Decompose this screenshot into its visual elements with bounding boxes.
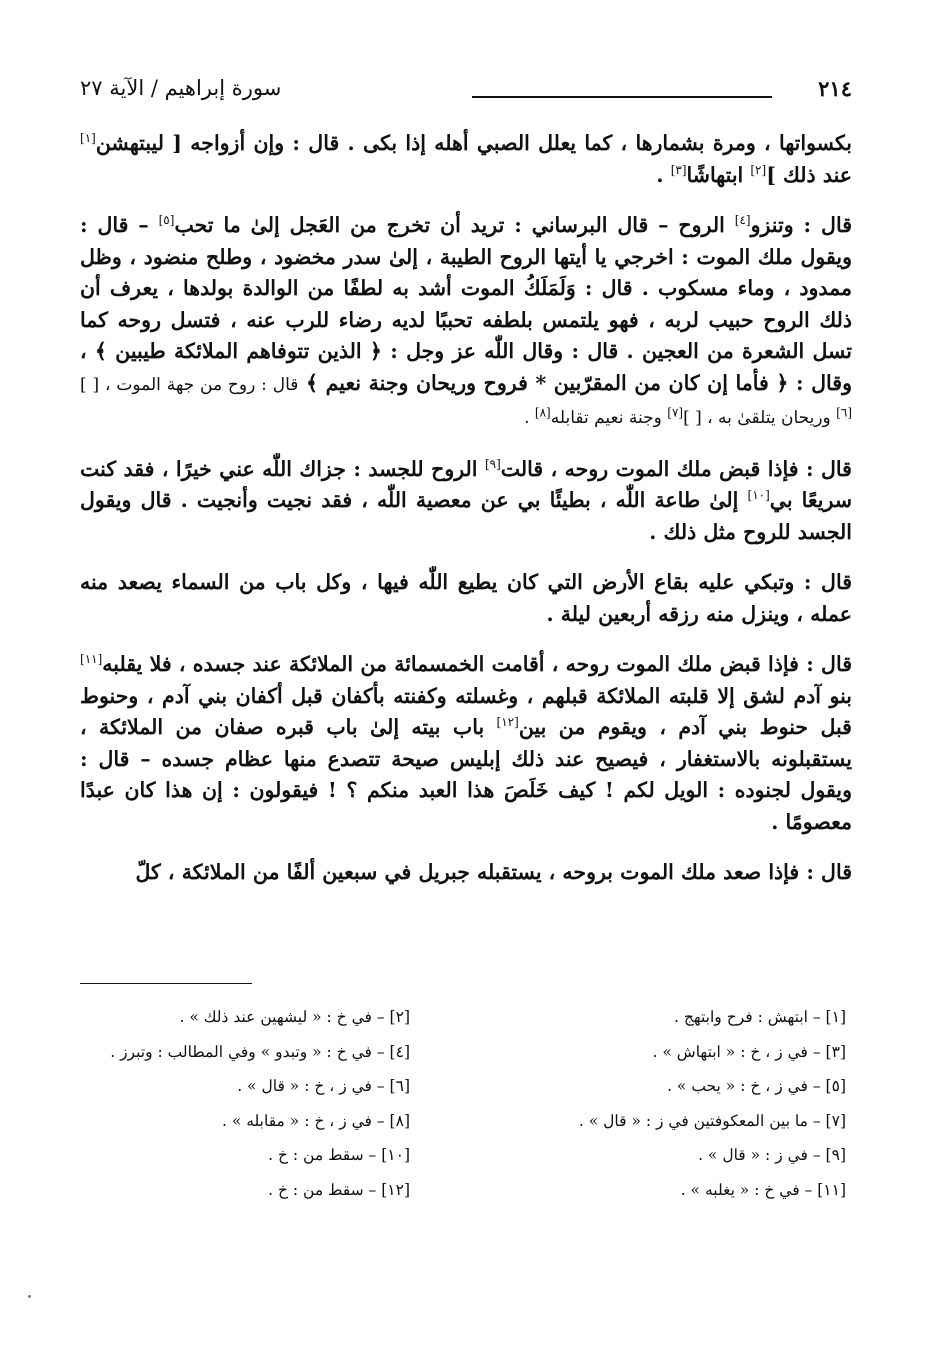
header-rule — [472, 96, 772, 98]
footnote: [٦] – في ز ، خ : « قال » . — [237, 1077, 410, 1095]
footnote: [١٢] – سقط من : خ . — [268, 1180, 410, 1199]
footnote: [٣] – في ز ، خ : « ابتهاش » . — [652, 1042, 846, 1061]
paragraph: بكسواتها ، ومرة بشمارها ، كما يعلل الصبي أهله إذا بكى . قال : وإن أزواجه [ ليبتهشن[١] عند ذلك ][٢] ابتهاشًا[٣] . — [80, 131, 852, 187]
paragraph: قال : فإذا قبض ملك الموت روحه ، قالت[٩] الروح للجسد : جزاك اللّٰه عني خيرًا ، فقد كنت سريعًا بي[١٠] إلىٰ طاعة اللّٰه ، بطيئًا بي عن معصية اللّٰه ، فقد نجيت وأنجيت . قال ويقول الجسد للروح مثل ذلك . — [80, 456, 853, 544]
paragraph: قال : وتنزو[٤] الروح – قال البرساني : تريد أن تخرج من العَجل إلىٰ ما تحب[٥] – قال : ويقول ملك الموت : اخرجي يا أيتها الروح الطيبة ، إلىٰ سدر مخضود ، وطلح منضود ، وظل ممدود ، وماء مسكوب . قال : وَلَمَلَكُ الموت أشد به لطفًا من الوالدة بولدها ، يعرف أن ذلك الروح حبيب لربه ، فهو يلتمس بلطفه تحببًا لديه رضاء للرب عنه ، فتسل روحه كما تسل الشعرة من العجين . قال : وقال اللّٰه عز وجل : ﴿ الذين تتوفاهم الملائكة طيبين ﴾ ، وقال : ﴿ فأما إن كان من المقرّبين * فروح وريحان وجنة نعيم ﴾ قال : روح من جهة الموت ، [ ][٦] وريحان يتلقىٰ به ، [ ][٧] وجنة نعيم تقابله[٨] . — [80, 213, 852, 428]
footnote: [٢] – في خ : « ليشهين عند ذلك » . — [179, 1008, 410, 1026]
running-title: سورة إبراهيم / الآية ٢٧ — [80, 76, 282, 100]
footnote: [١١] – في خ : « يغلبه » . — [680, 1180, 846, 1199]
footnote: [٧] – ما بين المعكوفتين في ز : « قال » . — [578, 1111, 846, 1130]
footnote: [٥] – في ز ، خ : « يحب » . — [667, 1077, 846, 1095]
main-text — [80, 128, 852, 908]
scan-speck — [28, 1295, 31, 1298]
footnotes — [80, 1008, 852, 1215]
footnote: [٨] – في ز ، خ : « مقابله » . — [221, 1111, 410, 1130]
footnote: [١] – ابتهش : فرح وابتهج . — [673, 1008, 846, 1026]
footnote: [١٠] – سقط من : خ . — [268, 1146, 410, 1164]
footnote: [٩] – في ز : « قال » . — [698, 1146, 846, 1164]
page-header — [80, 70, 852, 104]
paragraph: قال : فإذا صعد ملك الموت بروحه ، يستقبله جبريل في سبعين ألفًا من الملائكة ، كلّ — [135, 860, 852, 884]
footnote-separator — [80, 983, 252, 984]
paragraph: قال : فإذا قبض ملك الموت روحه ، أقامت الخمسمائة من الملائكة عند جسده ، فلا يقلبه[١١] بنو آدم لشق إلا قلبته الملائكة قبلهم ، وغسلته وكفنته بأكفان قبل أكفان بني آدم ، وحنوط قبل حنوط بني آدم ، ويقوم من بين[١٢] باب بيته إلىٰ باب قبره صفان من الملائكة ، يستقبلونه بالاستغفار ، فيصيح عند ذلك إبليس صيحة تتصدع منها عظام جسده – قال : ويقول لجنوده : الويل لكم ! كيف خَلَصَ هذا العبد منكم ؟ ! فيقولون : إن هذا كان عبدًا معصومًا . — [80, 652, 852, 834]
book-page — [80, 70, 852, 1330]
page-number: ٢١٤ — [818, 76, 852, 101]
footnote: [٤] – في خ : « وتبدو » وفي المطالب : وتبرز . — [110, 1042, 410, 1061]
paragraph: قال : وتبكي عليه بقاع الأرض التي كان يطيع اللّٰه فيها ، وكل باب من السماء يصعد منه عمله ، وينزل منه رزقه أربعين ليلة . — [80, 570, 852, 626]
